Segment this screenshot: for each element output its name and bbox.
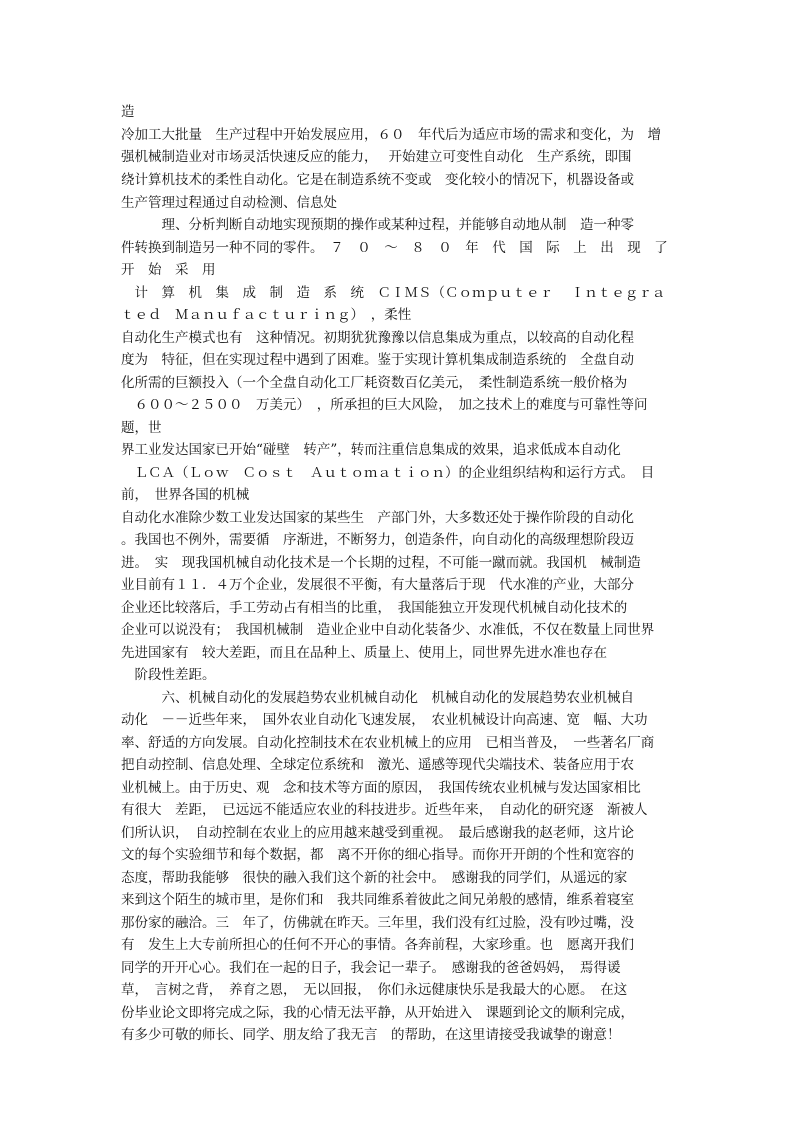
- text-line: 化所需的巨额投入（一个全盘自动化工厂耗资数百亿美元， 柔性制造系统一般价格为: [121, 375, 628, 391]
- text-line: 同学的开开心心。我们在一起的日子，我会记一辈子。 感谢我的爸爸妈妈， 焉得谖: [121, 960, 621, 976]
- text-line: 有多少可敬的师长、同学、朋友给了我无言 的帮助，在这里请接受我诚挚的谢意！: [121, 1027, 621, 1043]
- text-line: 企业还比较落后，手工劳动占有相当的比重， 我国能独立开发现代机械自动化技术的: [121, 600, 628, 616]
- text-line: 业机械上。由于历史、观 念和技术等方面的原因， 我国传统农业机械与发达国家相比: [121, 780, 641, 796]
- text-line: 阶段性差距。: [121, 667, 216, 683]
- text-line: 率、舒适的方向发展。自动化控制技术在农业机械上的应用 已相当普及， 一些著名厂商: [121, 735, 655, 751]
- text-line: 理、分析判断自动地实现预期的操作或某种过程，并能够自动地从制 造一种零: [121, 217, 634, 233]
- text-line: 六、机械自动化的发展趋势农业机械自动化 机械自动化的发展趋势农业机械自: [121, 690, 634, 706]
- text-line: 业目前有１１．４万个企业，发展很不平衡，有大量落后于现 代水准的产业，大部分: [121, 577, 634, 593]
- text-line: 强机械制造业对市场灵活快速反应的能力， 开始建立可变性自动化 生产系统，即围: [121, 149, 632, 165]
- text-line: 件转换到制造另一种不同的零件。 ７ ０ ～ ８ ０ 年 代 国 际 上 出 现 了: [121, 240, 668, 256]
- text-line: 把自动控制、信息处理、全球定位系统和 激光、遥感等现代尖端技术、装备应用于农: [121, 757, 634, 773]
- text-line: 。我国也不例外，需要循 序渐进，不断努力，创造条件，向自动化的高级理想阶段迈: [121, 532, 634, 548]
- text-line: 冷加工大批量 生产过程中开始发展应用，６０ 年代后为适应市场的需求和变化，为 增: [121, 127, 661, 143]
- text-line: 前， 世界各国的机械: [121, 487, 250, 503]
- text-line: 们所认识， 自动控制在农业上的应用越来越受到重视。 最后感谢我的赵老师，这片论: [121, 825, 634, 841]
- text-line: 草， 言树之背， 养育之恩， 无以回报， 你们永远健康快乐是我最大的心愿。 在这: [121, 982, 628, 998]
- text-line: 度为 特征，但在实现过程中遇到了困难。鉴于实现计算机集成制造系统的 全盘自动: [121, 352, 634, 368]
- text-line: 动化 －－近些年来， 国外农业自动化飞速发展， 农业机械设计向高速、宽 幅、大功: [121, 712, 648, 728]
- text-line: 有 发生上大专前所担心的任何不开心的事情。各奔前程，大家珍重。也 愿离开我们: [121, 937, 634, 953]
- text-line: 自动化生产模式也有 这种情况。初期犹犹豫豫以信息集成为重点，以较高的自动化程: [121, 330, 634, 346]
- text-line: 生产管理过程通过自动检测、信息处: [121, 195, 337, 211]
- text-line: 先进国家有 较大差距，而且在品种上、质量上、使用上，同世界先进水准也存在: [121, 645, 607, 661]
- text-line: 文的每个实验细节和每个数据，都 离不开你的细心指导。而你开开朗的个性和宽容的: [121, 847, 634, 863]
- text-line: 界工业发达国家已开始“碰壁 转产”，转而注重信息集成的效果，追求低成本自动化: [121, 442, 621, 458]
- text-line: 份毕业论文即将完成之际，我的心情无法平静，从开始进入 课题到论文的顺利完成，: [121, 1005, 634, 1021]
- text-line: 那份家的融洽。三 年了，仿佛就在昨天。三年里，我们没有红过脸，没有吵过嘴，没: [121, 915, 634, 931]
- text-line: 来到这个陌生的城市里，是你们和 我共同维系着彼此之间兄弟般的感情，维系着寝室: [121, 892, 634, 908]
- text-line: 企业可以说没有； 我国机械制 造业企业中自动化装备少、水准低，不仅在数量上同世界: [121, 622, 655, 638]
- text-line: 自动化水准除少数工业发达国家的某些生 产部门外，大多数还处于操作阶段的自动化: [121, 510, 634, 526]
- text-line: 有很大 差距， 已远远不能适应农业的科技进步。近些年来， 自动化的研究逐 渐被人: [121, 802, 648, 818]
- text-line: 态度，帮助我能够 很快的融入我们这个新的社会中。 感谢我的同学们，从遥远的家: [121, 870, 628, 886]
- text-line: 计 算 机 集 成 制 造 系 统 ＣＩＭＳ（Ｃｏｍｐｕｔｅｒ Ｉｎｔｅｇｒａ: [121, 285, 666, 301]
- text-line: 进。 实 现我国机械自动化技术是一个长期的过程，不可能一蹴而就。我国机 械制造: [121, 555, 641, 571]
- text-line: 题，世: [121, 420, 162, 436]
- text-line: ６００～２５００ 万美元） ，所承担的巨大风险， 加之技术上的难度与可靠性等问: [121, 397, 648, 413]
- text-line: 造: [121, 104, 135, 120]
- text-line: ｔｅｄ Ｍａｎｕｆａｃｔｕｒｉｎｇ） ，柔性: [121, 307, 412, 323]
- text-line: 绕计算机技术的柔性自动化。它是在制造系统不变或 变化较小的情况下，机器设备或: [121, 172, 634, 188]
- text-line: 开 始 采 用: [121, 262, 216, 278]
- text-line: ＬＣＡ（Ｌｏｗ Ｃｏｓｔ Ａｕｔｏｍａｔｉｏｎ）的企业组织结构和运行方式。 目: [121, 465, 655, 481]
